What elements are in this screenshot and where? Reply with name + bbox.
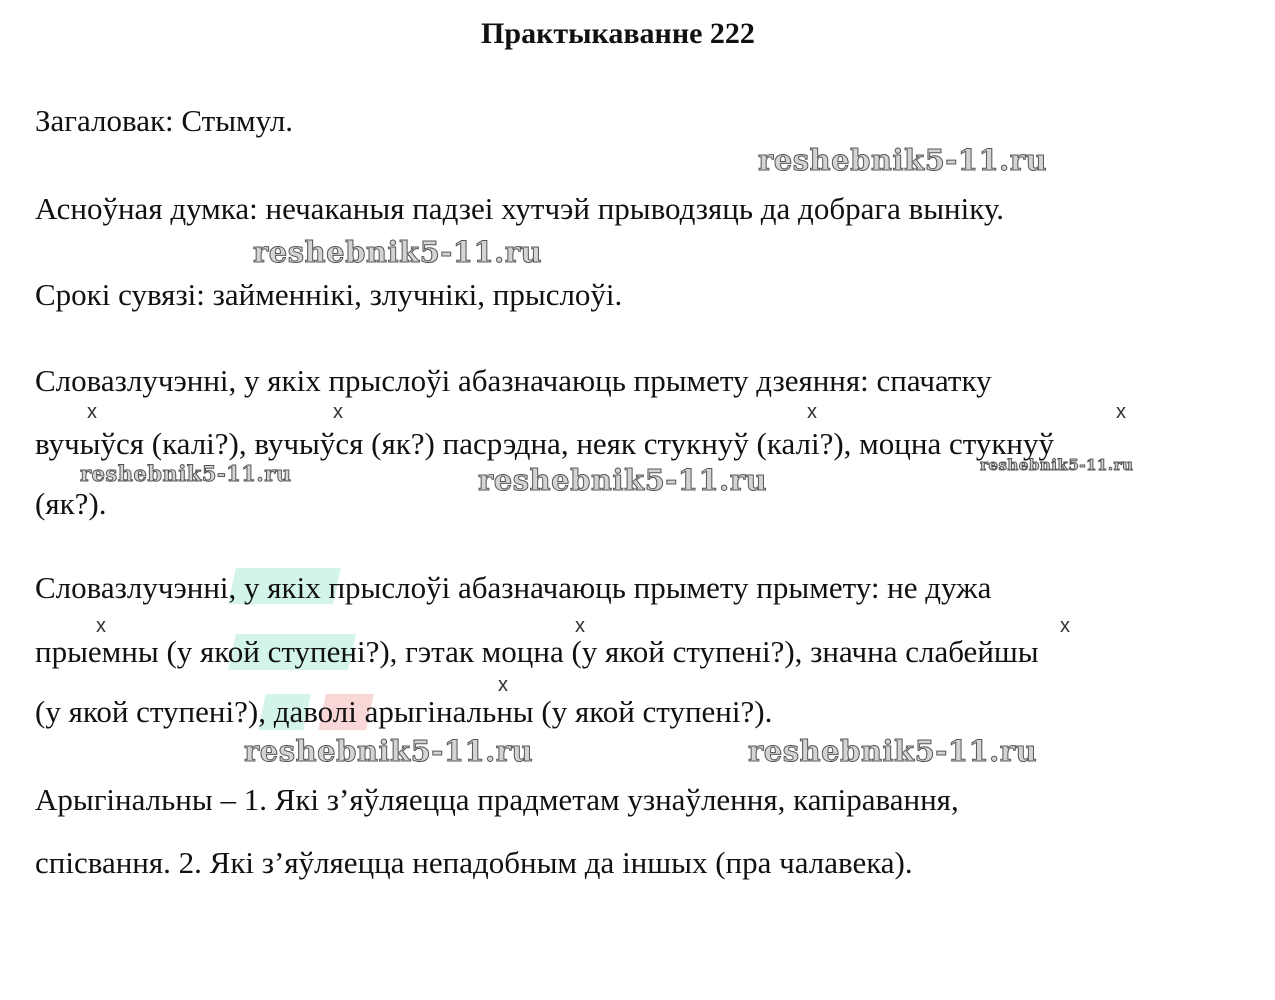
definition-line-2: спісвання. 2. Які з’яўляецца непадобным да іншых (пра чалавека).	[35, 845, 913, 880]
watermark: reshebnik5-11.ru	[980, 456, 1134, 474]
watermark: reshebnik5-11.ru	[758, 143, 1048, 177]
block2-line-1: Словазлучэнні, у якіх прыслоўі абазначаюць прымету прымету: не дужа	[35, 570, 992, 605]
block1-line-2: вучыўся (калі?), вучыўся (як?) пасрэдна, неяк стукнуў (калі?), моцна стукнуў	[35, 426, 1055, 461]
watermark: reshebnik5-11.ru	[253, 235, 543, 269]
x-mark: x	[333, 401, 343, 423]
watermark: reshebnik5-11.ru	[478, 463, 768, 497]
page-title: Практыкаванне 222	[481, 17, 755, 50]
watermark: reshebnik5-11.ru	[748, 734, 1038, 768]
block2-line-2: прыемны (у якой ступені?), гэтак моцна (у якой ступені?), значна слабейшы	[35, 634, 1039, 669]
main-idea-line: Асноўная думка: нечаканыя падзеі хутчэй прыводзяць да добрага выніку.	[35, 191, 1005, 226]
heading-line: Загаловак: Стымул.	[35, 103, 294, 138]
x-mark: x	[575, 615, 585, 637]
x-mark: x	[1116, 401, 1126, 423]
block2-line-3: (у якой ступені?), даволі арыгінальны (у якой ступені?).	[35, 694, 773, 729]
x-mark: x	[807, 401, 817, 423]
watermark: reshebnik5-11.ru	[244, 734, 534, 768]
definition-line-1: Арыгінальны – 1. Які з’яўляецца прадметам узнаўлення, капіравання,	[35, 782, 959, 817]
links-line: Срокі сувязі: займеннікі, злучнікі, прыслоўі.	[35, 277, 623, 312]
x-mark: x	[87, 401, 97, 423]
watermark: reshebnik5-11.ru	[80, 461, 292, 486]
block1-line-3: (як?).	[35, 486, 107, 521]
block1-line-1: Словазлучэнні, у якіх прыслоўі абазначаюць прымету дзеяння: спачатку	[35, 363, 992, 398]
x-mark: x	[96, 615, 106, 637]
x-mark: x	[1060, 615, 1070, 637]
x-mark: x	[498, 674, 508, 696]
